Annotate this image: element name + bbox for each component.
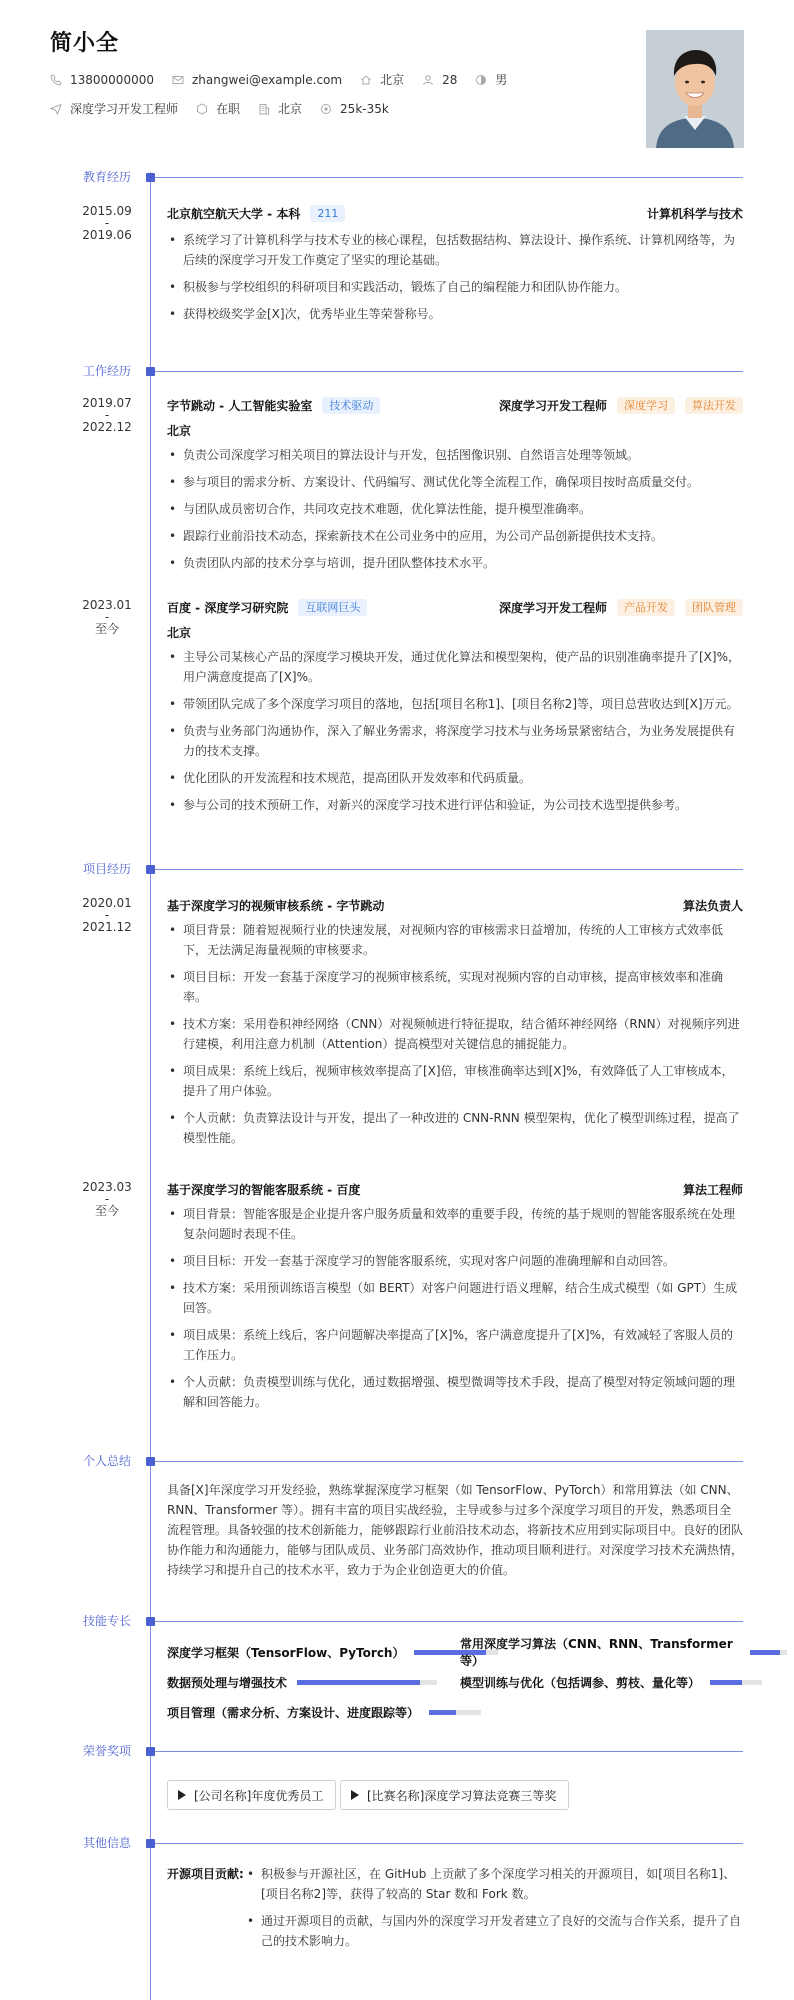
list-item: • 参与项目的需求分析、方案设计、代码编写、测试优化等全流程工作，确保项目按时高质量交付。 [167,472,743,492]
home-icon [360,74,372,86]
project-content [167,1180,743,1419]
award-badge [340,1780,569,1810]
person-icon [422,74,434,86]
work-location: 北京 [167,424,192,438]
section-marker [146,367,155,376]
section-title-education: 教育经历 [83,170,132,184]
list-item: • 积极参与学校组织的科研项目和实践活动，锻炼了自己的编程能力和团队协作能力。 [167,277,743,297]
section-divider [155,869,743,870]
play-icon [351,1790,359,1800]
list-item: • 个人贡献：负责模型训练与优化，通过数据增强、模型微调等技术手段，提高了模型对特定领域问题的理解和回答能力。 [167,1372,743,1412]
company-tag: 互联网巨头 [298,599,367,616]
section-projects [0,862,794,876]
award-name: [比赛名称]深度学习算法竞赛三等奖 [367,1788,557,1803]
email-item [172,73,342,87]
skill-name: 模型训练与优化（包括调参、剪枝、量化等） [460,1675,701,1690]
age-item [422,73,457,87]
skill-name: 常用深度学习算法（CNN、RNN、Transformer 等） [460,1637,733,1668]
city-item [360,71,404,88]
project-role: 算法负责人 [682,898,743,913]
section-title-honors: 荣誉奖项 [83,1744,132,1758]
section-divider [155,1621,743,1622]
section-divider [155,1751,743,1752]
list-item: • 获得校级奖学金[X]次，优秀毕业生等荣誉称号。 [167,304,743,324]
section-skills [0,1614,794,1628]
section-title-skills: 技能专长 [83,1614,132,1628]
contact-line [50,71,700,88]
skill-name: 项目管理（需求分析、方案设计、进度跟踪等） [167,1705,420,1720]
list-item: • 参与公司的技术预研工作，对新兴的深度学习技术进行评估和验证，为公司技术选型提供参考。 [167,795,743,815]
list-item: • 负责团队内部的技术分享与培训，提升团队整体技术水平。 [167,553,743,573]
section-education [0,170,794,184]
work-bullets [167,647,743,815]
work-content [167,598,743,822]
section-marker [146,173,155,182]
school-tag: 211 [310,205,345,222]
skill-item [167,1644,498,1660]
skill-item [460,1674,762,1690]
phone-number: 13800000000 [70,72,154,87]
skill-bar [297,1680,437,1685]
school-name: 北京航空航天大学 - 本科 [167,206,301,221]
work-date: 2019.07 - 2022.12 [82,396,132,434]
section-other [0,1836,794,1850]
role-tag: 算法开发 [685,397,743,414]
employment-status: 在职 [216,102,241,116]
list-item: • 项目成果：系统上线后，客户问题解决率提高了[X]%，客户满意度提升了[X]%，有效减轻了客服人员的工作压力。 [167,1325,743,1365]
skill-item [167,1674,437,1690]
skill-bar [429,1710,481,1715]
target-position: 深度学习开发工程师 [70,102,179,116]
list-item: • 与团队成员密切合作，共同攻克技术难题，优化算法性能，提升模型准确率。 [167,499,743,519]
work-content [167,396,743,580]
list-item: • 技术方案：采用预训练语言模型（如 BERT）对客户问题进行语义理解，结合生成式模型（如 GPT）生成回答。 [167,1278,743,1318]
list-item: • 积极参与开源社区，在 GitHub 上贡献了多个深度学习相关的开源项目，如[项目名称1]、[项目名称2]等，获得了较高的 Star 数和 Fork 数。 [245,1864,743,1904]
project-date: 2023.03 - 至今 [82,1180,132,1218]
send-icon [50,103,62,115]
list-item: • 项目背景：随着短视频行业的快速发展，对视频内容的审核需求日益增加，传统的人工审核方式效率低下，无法满足海量视频的审核要求。 [167,920,743,960]
list-item: • 项目目标：开发一套基于深度学习的智能客服系统，实现对客户问题的准确理解和自动回答。 [167,1251,743,1271]
company-name: 字节跳动 - 人工智能实验室 [167,398,313,413]
section-marker [146,1747,155,1756]
email-address: zhangwei@example.com [191,72,343,87]
role-tag: 团队管理 [685,599,743,616]
city: 北京 [380,73,405,87]
avatar-photo [646,30,744,148]
list-item: • 通过开源项目的贡献，与国内外的深度学习开发者建立了良好的交流与合作关系，提升了自己的技术影响力。 [245,1911,743,1951]
list-item: • 跟踪行业前沿技术动态，探索新技术在公司业务中的应用，为公司产品创新提供技术支持。 [167,526,743,546]
company-name: 百度 - 深度学习研究院 [167,600,289,615]
gender: 男 [495,73,508,87]
project-title-row [167,896,743,914]
job-line [50,100,700,117]
section-divider [155,371,743,372]
section-divider [155,177,743,178]
skill-item [460,1637,787,1668]
project-bullets [167,1204,743,1412]
project-title-row [167,1180,743,1198]
award-name: [公司名称]年度优秀员工 [194,1788,324,1803]
position-item [50,100,178,117]
list-item: • 个人贡献：负责算法设计与开发，提出了一种改进的 CNN-RNN 模型架构，优化了模型训练过程，提高了模型性能。 [167,1108,743,1148]
award-badge [167,1780,336,1810]
list-item: • 项目目标：开发一套基于深度学习的视频审核系统，实现对视频内容的自动审核，提高审核效率和准确率。 [167,967,743,1007]
other-bullets [245,1864,743,1958]
project-name: 基于深度学习的智能客服系统 - 百度 [167,1182,361,1197]
list-item: • 带领团队完成了多个深度学习项目的落地，包括[项目名称1]、[项目名称2]等，项目总营收达到[X]万元。 [167,694,743,714]
list-item: • 负责公司深度学习相关项目的算法设计与开发，包括图像识别、自然语言处理等领域。 [167,445,743,465]
skill-bar-fill [750,1650,780,1655]
section-summary [0,1454,794,1468]
major: 计算机科学与技术 [646,206,743,221]
salary-item [320,102,389,116]
status-item [196,100,240,117]
money-icon [320,103,332,115]
role-tag: 深度学习 [617,397,675,414]
section-honors [0,1744,794,1758]
education-bullets [167,230,743,324]
education-date: 2015.09 - 2019.06 [82,204,132,242]
honors-list [0,1780,794,1812]
list-item: • 优化团队的开发流程和技术规范，提高团队开发效率和代码质量。 [167,768,743,788]
age: 28 [442,72,458,87]
section-work [0,364,794,378]
work-city: 北京 [278,102,303,116]
work-location: 北京 [167,626,192,640]
education-title-row [167,204,743,222]
section-marker [146,1839,155,1848]
work-title-row [167,396,743,414]
skill-bar-fill [429,1710,456,1715]
skill-item [167,1704,481,1720]
section-marker [146,865,155,874]
education-content [167,204,743,331]
project-bullets [167,920,743,1148]
expected-salary: 25k-35k [340,101,389,116]
job-role: 深度学习开发工程师 [498,398,607,413]
summary-text: 具备[X]年深度学习开发经验，熟练掌握深度学习框架（如 TensorFlow、PyTorch）和常用算法（如 CNN、RNN、Transformer 等）。拥有丰富的项目实战经验，主导或参与过多个深度学习项目的开发，熟悉项目全流程管理。具备较强的技术创新能力，能够跟踪行业前沿技术动态，将新技术应用到实际项目中。良好的团队协作能力和沟通能力，能够与团队成员、业务部门高效协作，推动项目顺利进行。对深度学习技术充满热情，持续学习和提升自己的技术水平，致力于为企业创造更大的价值。 [167,1483,744,1577]
other-label: 开源项目贡献: [167,1867,244,1881]
company-tag: 技术驱动 [322,397,380,414]
timeline-line [150,172,151,2000]
section-title-summary: 个人总结 [83,1454,132,1468]
project-role: 算法工程师 [682,1182,743,1197]
list-item: • 项目背景：智能客服是企业提升客户服务质量和效率的重要手段，传统的基于规则的智能客服系统在处理复杂问题时表现不佳。 [167,1204,743,1244]
skill-bar [710,1680,762,1685]
list-item: • 主导公司某核心产品的深度学习模块开发，通过优化算法和模型架构，使产品的识别准确率提升了[X]%，用户满意度提高了[X]%。 [167,647,743,687]
building-icon [258,103,270,115]
list-item: • 系统学习了计算机科学与技术专业的核心课程，包括数据结构、算法设计、操作系统、计算机网络等，为后续的深度学习开发工作奠定了坚实的理论基础。 [167,230,743,270]
gender-icon [475,74,487,86]
work-title-row [167,598,743,616]
work-city-item [258,100,302,117]
section-divider [155,1461,743,1462]
phone-item [50,73,154,87]
work-bullets [167,445,743,573]
section-marker [146,1457,155,1466]
skill-bar-fill [710,1680,742,1685]
project-content [167,896,743,1155]
project-name: 基于深度学习的视频审核系统 - 字节跳动 [167,898,385,913]
role-tag: 产品开发 [617,599,675,616]
list-item: • 负责与业务部门沟通协作，深入了解业务需求，将深度学习技术与业务场景紧密结合，为业务发展提供有力的技术支撑。 [167,721,743,761]
gender-item [475,71,507,88]
resume-header [50,26,700,156]
job-role: 深度学习开发工程师 [498,600,607,615]
skill-name: 深度学习框架（TensorFlow、PyTorch） [167,1645,405,1660]
mail-icon [172,74,184,86]
skill-bar-fill [297,1680,420,1685]
project-date: 2020.01 - 2021.12 [82,896,132,934]
section-title-projects: 项目经历 [83,862,132,876]
play-icon [178,1790,186,1800]
list-item: • 技术方案：采用卷积神经网络（CNN）对视频帧进行特征提取，结合循环神经网络（RNN）对视频序列进行建模，利用注意力机制（Attention）提高模型对关键信息的捕捉能力。 [167,1014,743,1054]
skill-bar [750,1650,787,1655]
section-title-other: 其他信息 [83,1836,132,1850]
status-icon [196,103,208,115]
work-date: 2023.01 - 至今 [82,598,132,636]
section-title-work: 工作经历 [83,364,132,378]
section-marker [146,1617,155,1626]
list-item: • 项目成果：系统上线后，视频审核效率提高了[X]倍，审核准确率达到[X]%，有效降低了人工审核成本，提升了用户体验。 [167,1061,743,1101]
skill-name: 数据预处理与增强技术 [167,1675,288,1690]
candidate-name: 简小全 [50,31,120,56]
section-divider [155,1843,743,1844]
phone-icon [50,74,62,86]
